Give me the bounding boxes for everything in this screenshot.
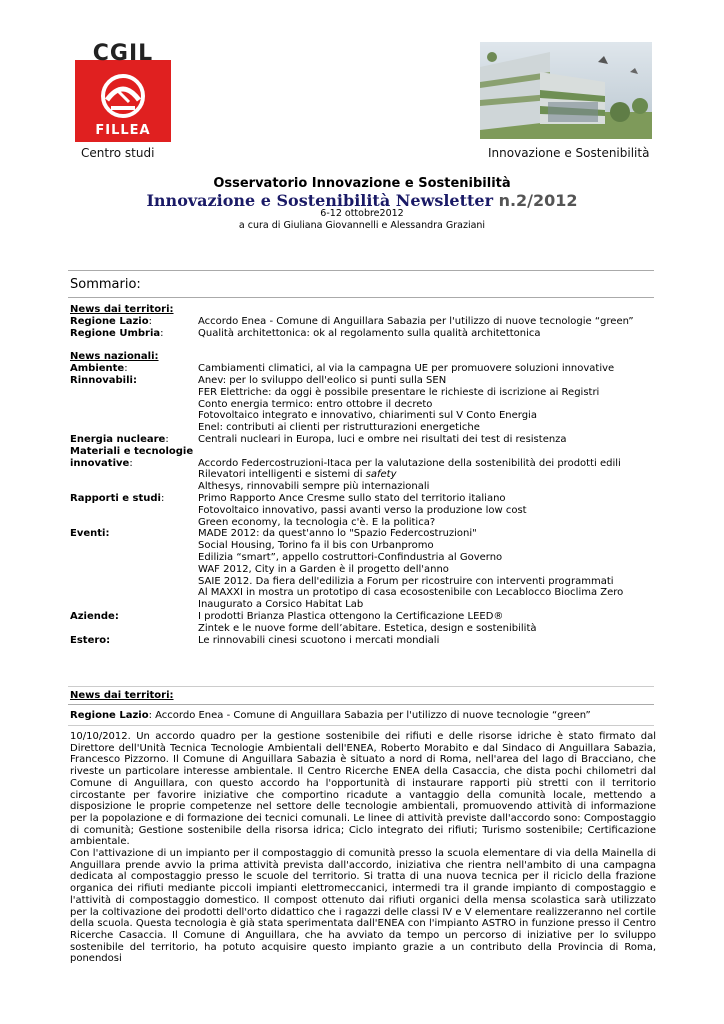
toc-label — [70, 328, 198, 340]
toc-label-colon: : — [124, 363, 128, 375]
article-body — [70, 731, 656, 965]
toc-label-text: Regione Umbria — [70, 327, 161, 339]
toc-item: Social Housing, Torino fa il bis con Urbanpromo — [198, 540, 434, 552]
newsletter-number: n.2/2012 — [498, 191, 578, 210]
toc-label-text: Materiali e tecnologie — [70, 445, 194, 457]
toc-label-text: Rinnovabili: — [70, 374, 137, 386]
article-headline: Regione Lazio: Accordo Enea - Comune di Anguillara Sabazia per l'utilizzo di nuove tecnologie “green” — [70, 710, 591, 721]
toc-label-text: Ambiente — [70, 363, 125, 375]
logo-top-text: CGIL — [92, 41, 154, 66]
toc-item — [198, 446, 660, 458]
toc-label — [70, 517, 198, 529]
toc-item: I prodotti Brianza Plastica ottengono la Certificazione LEED® — [198, 610, 504, 622]
toc-label — [70, 635, 198, 647]
article-paragraph: Con l'attivazione di un impianto per il compostaggio di comunità presso la scuola elementare di via della Mainella di Anguillara prende avvio la prima attività prevista dall'accordo, iniziativa che rientra nell'ambito di una campagna dedicata al compostaggio presso le scuole del territorio. Si tratta di una nuova tecnica per il riciclo della frazione organica dei rifiuti mediante piccoli impianti elettromeccanici, intermedi tra il grande impianto di compostaggio e l'attività di compostaggio domestico. Il compost ottenuto dai rifiuti organici della mensa scolastica sarà utilizzato per la coltivazione dei prodotti dell'orto didattico che i ragazzi delle classi IV e V elementare realizzeranno nel cortile della scuola. Questa tecnologia è già stata sperimentata dall'ENEA con l'impianto ASTRO in funzione presso il Centro Ricerche Casaccia. Il Comune di Anguillara, che ha avviato da tempo un percorso di iniziative per lo sviluppo sostenibile del territorio, ha potuto acquisire questo impianto grazie a un contributo della Provincia di Roma, ponendosi — [70, 848, 656, 965]
green-building-illustration — [480, 42, 652, 139]
toc-label — [70, 493, 198, 505]
toc-row — [70, 599, 660, 611]
toc-label — [70, 505, 198, 517]
toc-label-colon: : — [160, 327, 164, 339]
toc-item: Qualità architettonica: ok al regolamento sulla qualità architettonica — [198, 327, 541, 339]
article-region: Regione Lazio — [70, 710, 149, 721]
toc-label — [70, 434, 198, 446]
hard-hat-icon — [97, 72, 149, 118]
toc-label — [70, 587, 198, 599]
toc-label — [70, 552, 198, 564]
toc-item: Primo Rapporto Ance Cresme sullo stato del territorio italiano — [198, 492, 506, 504]
toc-item: Fotovoltaico innovativo, passi avanti verso la produzione low cost — [198, 504, 527, 516]
toc-spacer — [70, 339, 660, 351]
toc-label-text: Energia nucleare — [70, 433, 166, 445]
toc-label — [70, 422, 198, 434]
toc-item: FER Elettriche: da oggi è possibile presentare le richieste di iscrizione ai Registri — [198, 386, 600, 398]
logo-bottom-text: FILLEA — [95, 123, 151, 138]
toc-label-text: Rapporti e studi — [70, 492, 161, 504]
toc-label — [70, 481, 198, 493]
toc-item: Le rinnovabili cinesi scuotono i mercati mondiali — [198, 634, 440, 646]
toc-row — [70, 469, 660, 481]
building-photo — [480, 42, 652, 139]
toc-row — [70, 363, 660, 375]
toc-item: Inaugurato a Corsico Habitat Lab — [198, 599, 364, 611]
toc-row — [70, 635, 660, 647]
divider — [68, 725, 654, 726]
toc-label — [70, 623, 198, 635]
toc-label-text: innovative — [70, 457, 130, 469]
table-of-contents — [70, 304, 660, 646]
logo-box — [75, 42, 171, 142]
news-section-heading: News dai territori: — [70, 690, 174, 701]
sommario-title: Sommario: — [70, 277, 141, 292]
toc-label-colon: : — [129, 457, 133, 469]
toc-row — [70, 387, 660, 399]
toc-label — [70, 387, 198, 399]
toc-item: Green economy, la tecnologia c'è. E la politica? — [198, 516, 436, 528]
toc-item: Al MAXXI in mostra un prototipo di casa ecosostenibile con Lecablocco Bioclima Zero — [198, 587, 624, 599]
toc-row — [70, 517, 660, 529]
toc-label-colon: : — [148, 315, 152, 327]
toc-item-emphasis: safety — [365, 469, 397, 481]
toc-row — [70, 505, 660, 517]
divider — [68, 686, 654, 687]
toc-label — [70, 375, 198, 387]
toc-item: SAIE 2012. Da fiera dell'edilizia a Forum per ricostruire con interventi programmati — [198, 575, 614, 587]
curated-by: a cura di Giuliana Giovannelli e Alessandra Graziani — [238, 220, 486, 231]
toc-row — [70, 587, 660, 599]
toc-label-text: Eventi: — [70, 528, 110, 540]
toc-section-heading: News nazionali: — [70, 351, 159, 363]
toc-label-text: Regione Lazio — [70, 315, 149, 327]
toc-row — [70, 375, 660, 387]
toc-row — [70, 446, 660, 458]
toc-label — [70, 316, 198, 328]
toc-item: Althesys, rinnovabili sempre più internazionali — [198, 481, 430, 493]
toc-label — [70, 363, 198, 375]
toc-label — [70, 540, 198, 552]
toc-row — [70, 623, 660, 635]
toc-section-heading: News dai territori: — [70, 304, 174, 315]
toc-item: Fotovoltaico integrato e innovativo, chiarimenti sul V Conto Energia — [198, 410, 537, 422]
toc-label — [70, 528, 198, 540]
toc-label — [70, 458, 198, 470]
toc-label — [70, 469, 198, 481]
article-headline-text: Accordo Enea - Comune di Anguillara Sabazia per l'utilizzo di nuove tecnologie “green” — [155, 710, 591, 721]
toc-row — [70, 552, 660, 564]
toc-item: Edilizia “smart”, appello costruttori-Confindustria al Governo — [198, 551, 503, 563]
logo-caption: Centro studi — [81, 146, 155, 160]
toc-row — [70, 611, 660, 623]
toc-label-colon: : — [160, 492, 165, 504]
newsletter-dates: 6-12 ottobre2012 — [320, 208, 404, 219]
toc-item: Rilevatori intelligenti e sistemi di safety — [198, 469, 397, 481]
toc-row — [70, 410, 660, 422]
photo-caption: Innovazione e Sostenibilità — [488, 146, 650, 160]
toc-row — [70, 576, 660, 588]
toc-item: Accordo Federcostruzioni-Itaca per la valutazione della sostenibilità dei prodotti edili — [198, 457, 621, 469]
toc-row — [70, 434, 660, 446]
toc-row — [70, 328, 660, 340]
toc-item: MADE 2012: da quest'anno lo "Spazio Federcostruzioni" — [198, 528, 477, 540]
toc-row — [70, 493, 660, 505]
toc-label — [70, 611, 198, 623]
toc-label-colon: : — [165, 433, 169, 445]
toc-item: Enel: contributi ai clienti per ristrutturazioni energetiche — [198, 422, 480, 434]
newsletter-title-text: Innovazione e Sostenibilità Newsletter — [146, 191, 493, 210]
toc-label — [70, 399, 198, 411]
toc-row — [70, 564, 660, 576]
toc-label — [70, 564, 198, 576]
cgil-fillea-logo — [75, 42, 171, 142]
divider — [68, 270, 654, 271]
toc-row — [70, 481, 660, 493]
toc-item: Conto energia termico: entro ottobre il decreto — [198, 398, 433, 410]
divider — [68, 297, 654, 298]
toc-row — [70, 540, 660, 552]
toc-row — [70, 528, 660, 540]
toc-item: WAF 2012, City in a Garden è il progetto dell'anno — [198, 563, 449, 575]
toc-row — [70, 399, 660, 411]
toc-item: Centrali nucleari in Europa, luci e ombre nei risultati dei test di resistenza — [198, 433, 567, 445]
toc-label-text: Aziende: — [70, 610, 119, 622]
toc-label — [70, 410, 198, 422]
divider — [68, 704, 654, 705]
toc-row — [70, 316, 660, 328]
article-paragraph: 10/10/2012. Un accordo quadro per la gestione sostenibile dei rifiuti e delle risorse idriche è stato firmato dal Direttore dell'Unità Tecnica Tecnologie Ambientali dell'ENEA, Roberto Morabito e dal Sindaco di Anguillara Sabazia, Francesco Pizzorno. Il Comune di Anguillara Sabazia è situato a nord di Roma, nell'area del lago di Bracciano, che riveste un particolare interesse ambientale. Il Centro Ricerche ENEA della Casaccia, che dista pochi chilometri dal Comune di Anguillara, con questo accordo ha l'opportunità di instaurare rapporti più stretti con il territorio circostante per favorire iniziative che comportino ricadute a vantaggio della comunità locale, mettendo a disposizione le proprie competenze nel settore delle tecnologie ambientali, promuovendo attività di informazione per la popolazione e di formazione dei tecnici comunali. Le linee di attività previste dall'accordo sono: Compostaggio di comunità; Gestione sostenibile della risorsa idrica; Ciclo integrato dei rifiuti; Turismo sostenibile; Certificazione ambientale. — [70, 731, 656, 848]
toc-item: Zintek e le nuove forme dell’abitare. Estetica, design e sostenibilità — [198, 622, 537, 634]
toc-item: Cambiamenti climatici, al via la campagna UE per promuovere soluzioni innovative — [198, 363, 615, 375]
toc-label-text: Estero: — [70, 634, 111, 646]
toc-label — [70, 599, 198, 611]
toc-row — [70, 422, 660, 434]
toc-label — [70, 576, 198, 588]
toc-row — [70, 458, 660, 470]
toc-item: Anev: per lo sviluppo dell'eolico si punti sulla SEN — [198, 374, 447, 386]
toc-item: Accordo Enea - Comune di Anguillara Sabazia per l'utilizzo di nuove tecnologie “green” — [198, 315, 634, 327]
observatory-title: Osservatorio Innovazione e Sostenibilità — [213, 176, 511, 191]
toc-label — [70, 446, 198, 458]
